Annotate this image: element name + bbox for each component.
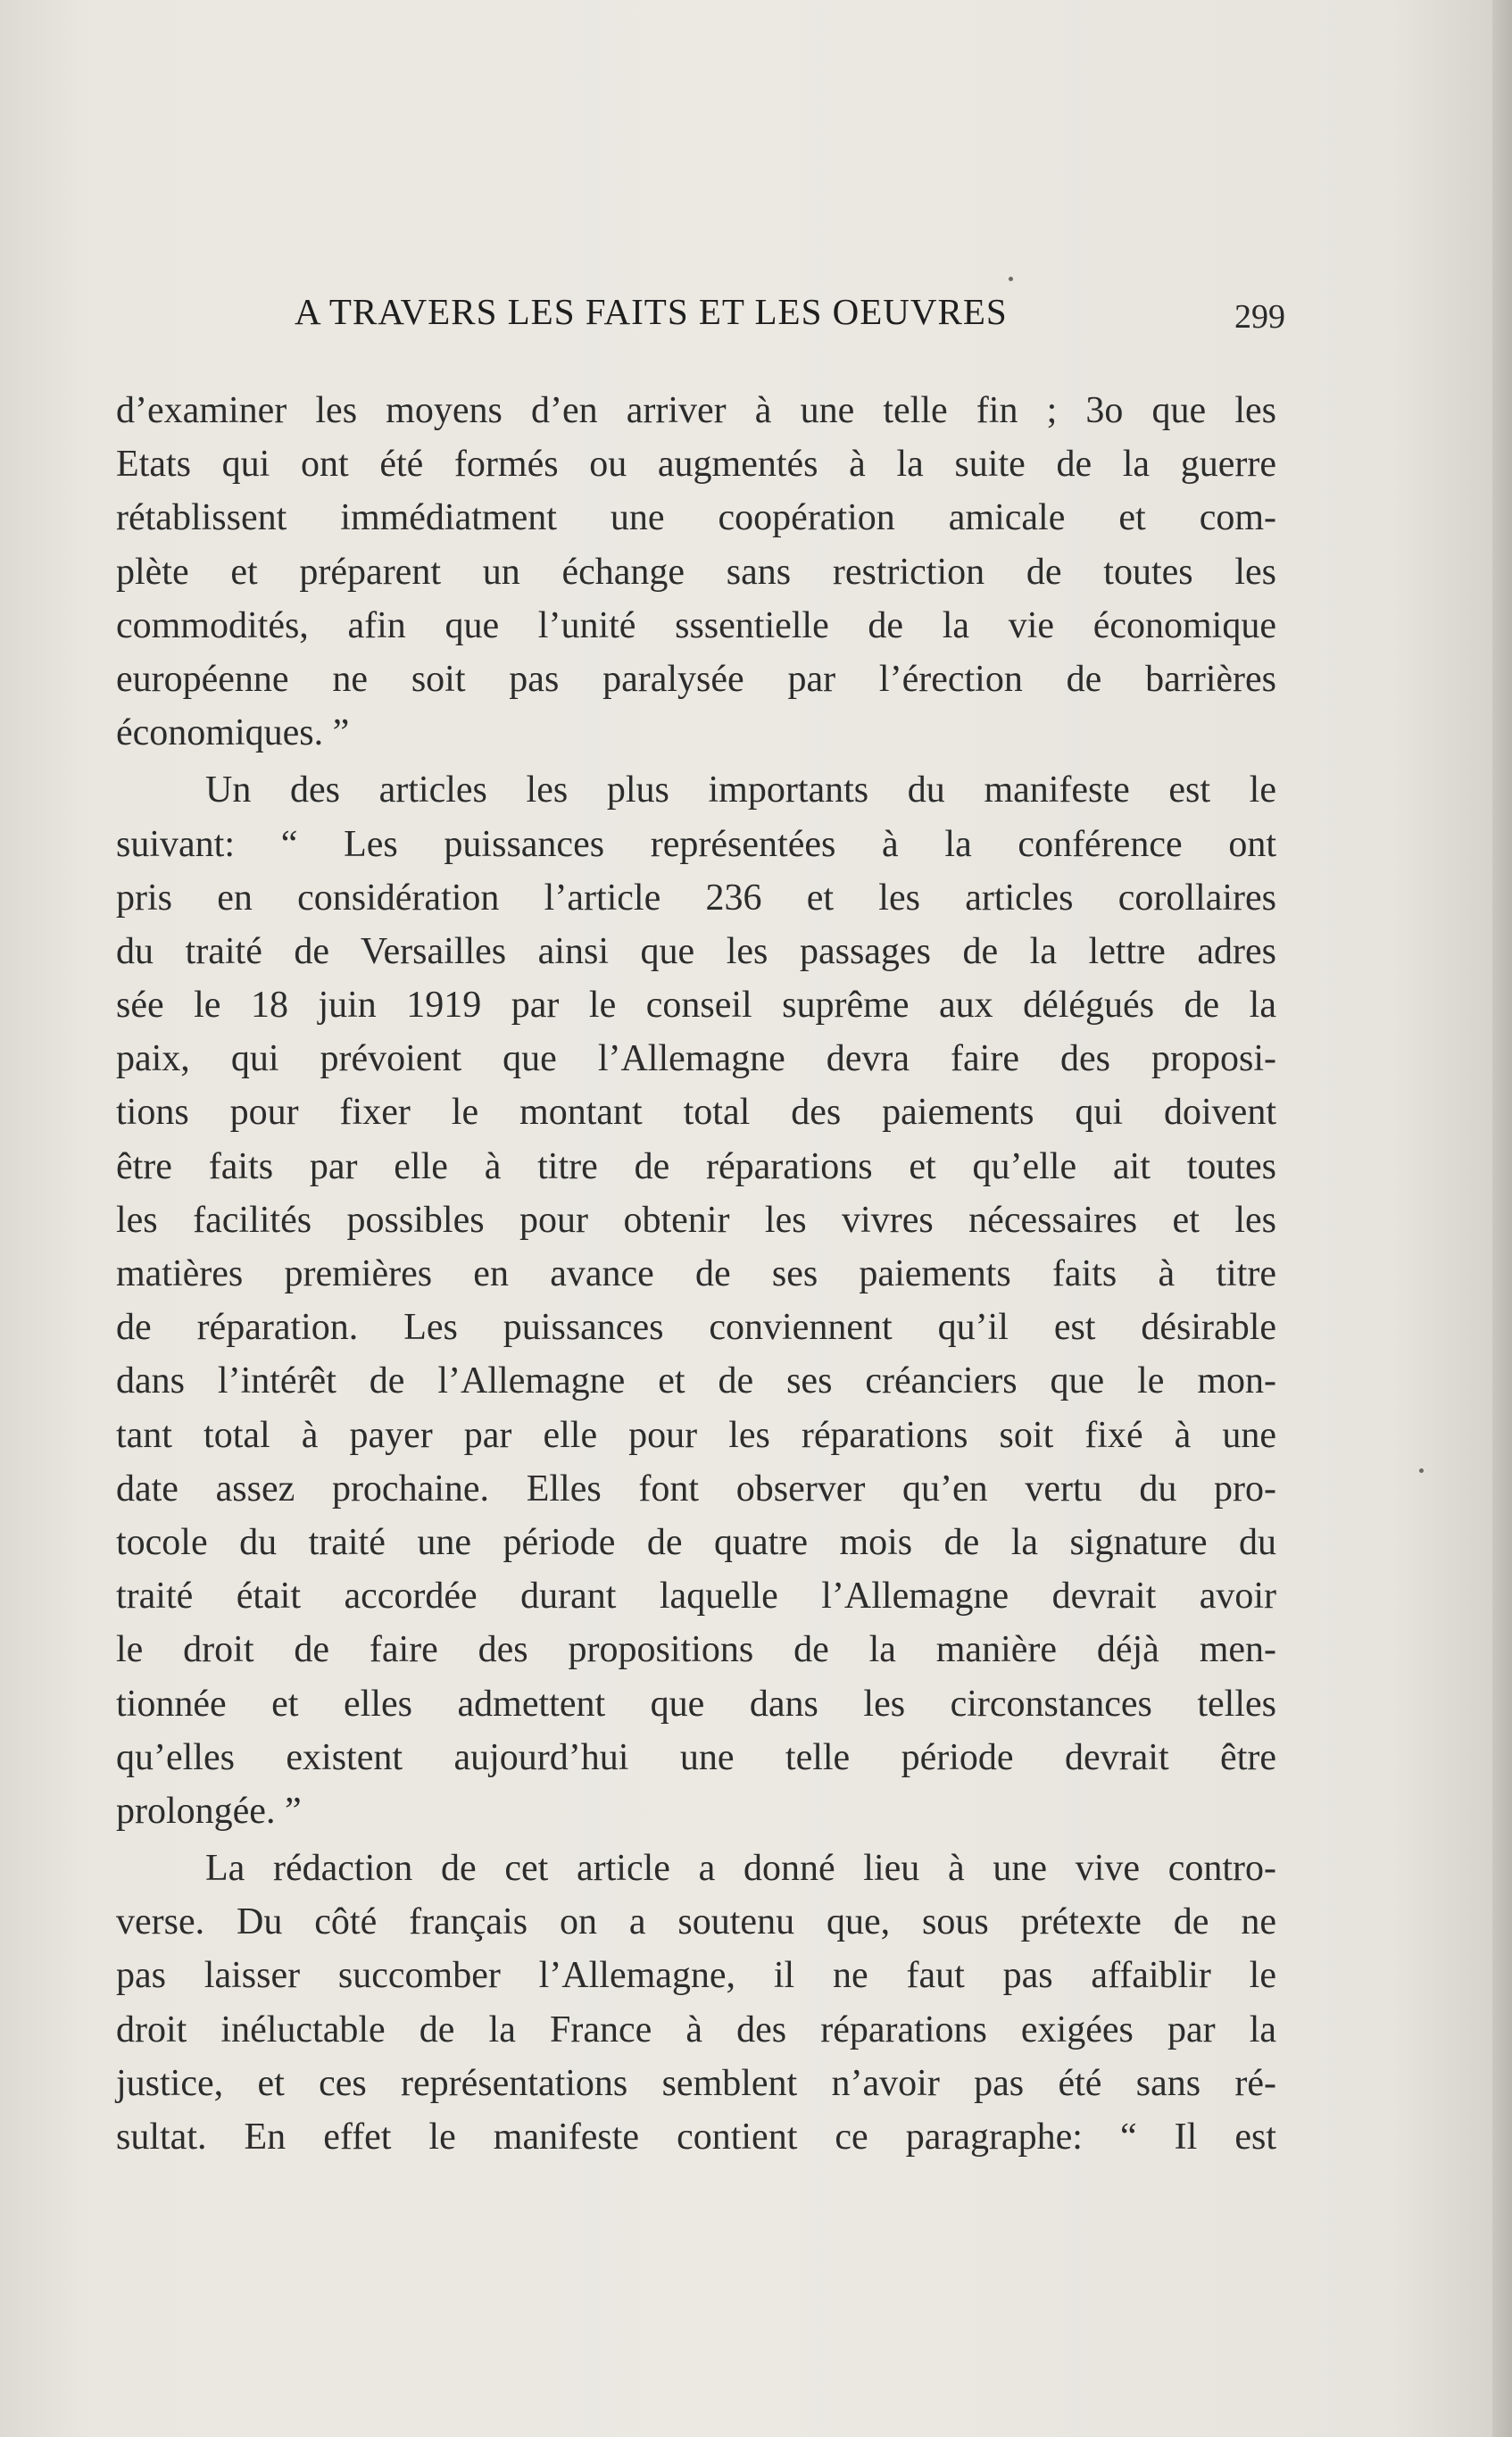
text-line: sée le 18 juin 1919 par le conseil suprême aux délégués de la: [116, 985, 1276, 1027]
paragraph: [116, 384, 1276, 760]
text-line: Un des articles les plus importants du manifeste est le: [205, 769, 1276, 811]
text-line: sultat. En effet le manifeste contient ce paragraphe: “ Il est: [116, 2117, 1276, 2158]
text-line: prolongée. ”: [116, 1790, 302, 1832]
text-line: qu’elles existent aujourd’hui une telle période devrait être: [116, 1736, 1276, 1778]
page-edge-shadow: [1492, 0, 1512, 2437]
paragraph: [116, 763, 1276, 1838]
ink-speck: [1419, 1468, 1424, 1473]
text-line: dans l’intérêt de l’Allemagne et de ses créanciers que le mon-: [116, 1360, 1276, 1402]
body-text: [116, 384, 1276, 2164]
text-line: de réparation. Les puissances conviennent qu’il est désirable: [116, 1307, 1276, 1349]
text-line: date assez prochaine. Elles font observer qu’en vertu du pro-: [116, 1468, 1276, 1510]
text-line: paix, qui prévoient que l’Allemagne devra faire des proposi-: [116, 1038, 1276, 1080]
text-line: être faits par elle à titre de réparations et qu’elle ait toutes: [116, 1145, 1276, 1187]
text-line: du traité de Versailles ainsi que les passages de la lettre adres: [116, 930, 1276, 972]
text-line: économiques. ”: [116, 712, 350, 754]
page-header: [295, 290, 1285, 344]
text-line: pris en considération l’article 236 et les articles corollaires: [116, 877, 1276, 919]
running-title: A TRAVERS LES FAITS ET LES OEUVRES: [295, 291, 1008, 332]
text-line: matières premières en avance de ses paiements faits à titre: [116, 1253, 1276, 1294]
paragraph: [116, 1842, 1276, 2164]
text-line: Etats qui ont été formés ou augmentés à la suite de la guerre: [116, 444, 1276, 486]
text-line: commodités, afin que l’unité sssentielle de la vie économique: [116, 604, 1276, 646]
text-line: les facilités possibles pour obtenir les vivres nécessaires et les: [116, 1199, 1276, 1241]
text-line: droit inéluctable de la France à des réparations exigées par la: [116, 2009, 1276, 2050]
text-line: européenne ne soit pas paralysée par l’érection de barrières: [116, 658, 1276, 700]
text-line: le droit de faire des propositions de la manière déjà men-: [116, 1629, 1276, 1671]
text-line: La rédaction de cet article a donné lieu à une vive contro-: [205, 1848, 1276, 1890]
text-line: plète et préparent un échange sans restriction de toutes les: [116, 551, 1276, 593]
text-line: pas laisser succomber l’Allemagne, il ne faut pas affaiblir le: [116, 1955, 1276, 1997]
text-line: rétablissent immédiatment une coopération amicale et com-: [116, 497, 1276, 539]
text-line: justice, et ces représentations semblent n’avoir pas été sans ré-: [116, 2062, 1276, 2104]
text-line: suivant: “ Les puissances représentées à la conférence ont: [116, 823, 1276, 865]
text-line: traité était accordée durant laquelle l’Allemagne devrait avoir: [116, 1576, 1276, 1618]
text-line: tionnée et elles admettent que dans les circonstances telles: [116, 1683, 1276, 1725]
ink-speck: [1009, 277, 1013, 281]
text-line: tocole du traité une période de quatre mois de la signature du: [116, 1521, 1276, 1563]
page-number: 299: [1234, 298, 1285, 336]
text-line: tions pour fixer le montant total des paiements qui doivent: [116, 1092, 1276, 1134]
text-line: verse. Du côté français on a soutenu que, sous prétexte de ne: [116, 1901, 1276, 1943]
text-line: d’examiner les moyens d’en arriver à une telle fin ; 3o que les: [116, 390, 1276, 431]
text-line: tant total à payer par elle pour les réparations soit fixé à une: [116, 1414, 1276, 1456]
